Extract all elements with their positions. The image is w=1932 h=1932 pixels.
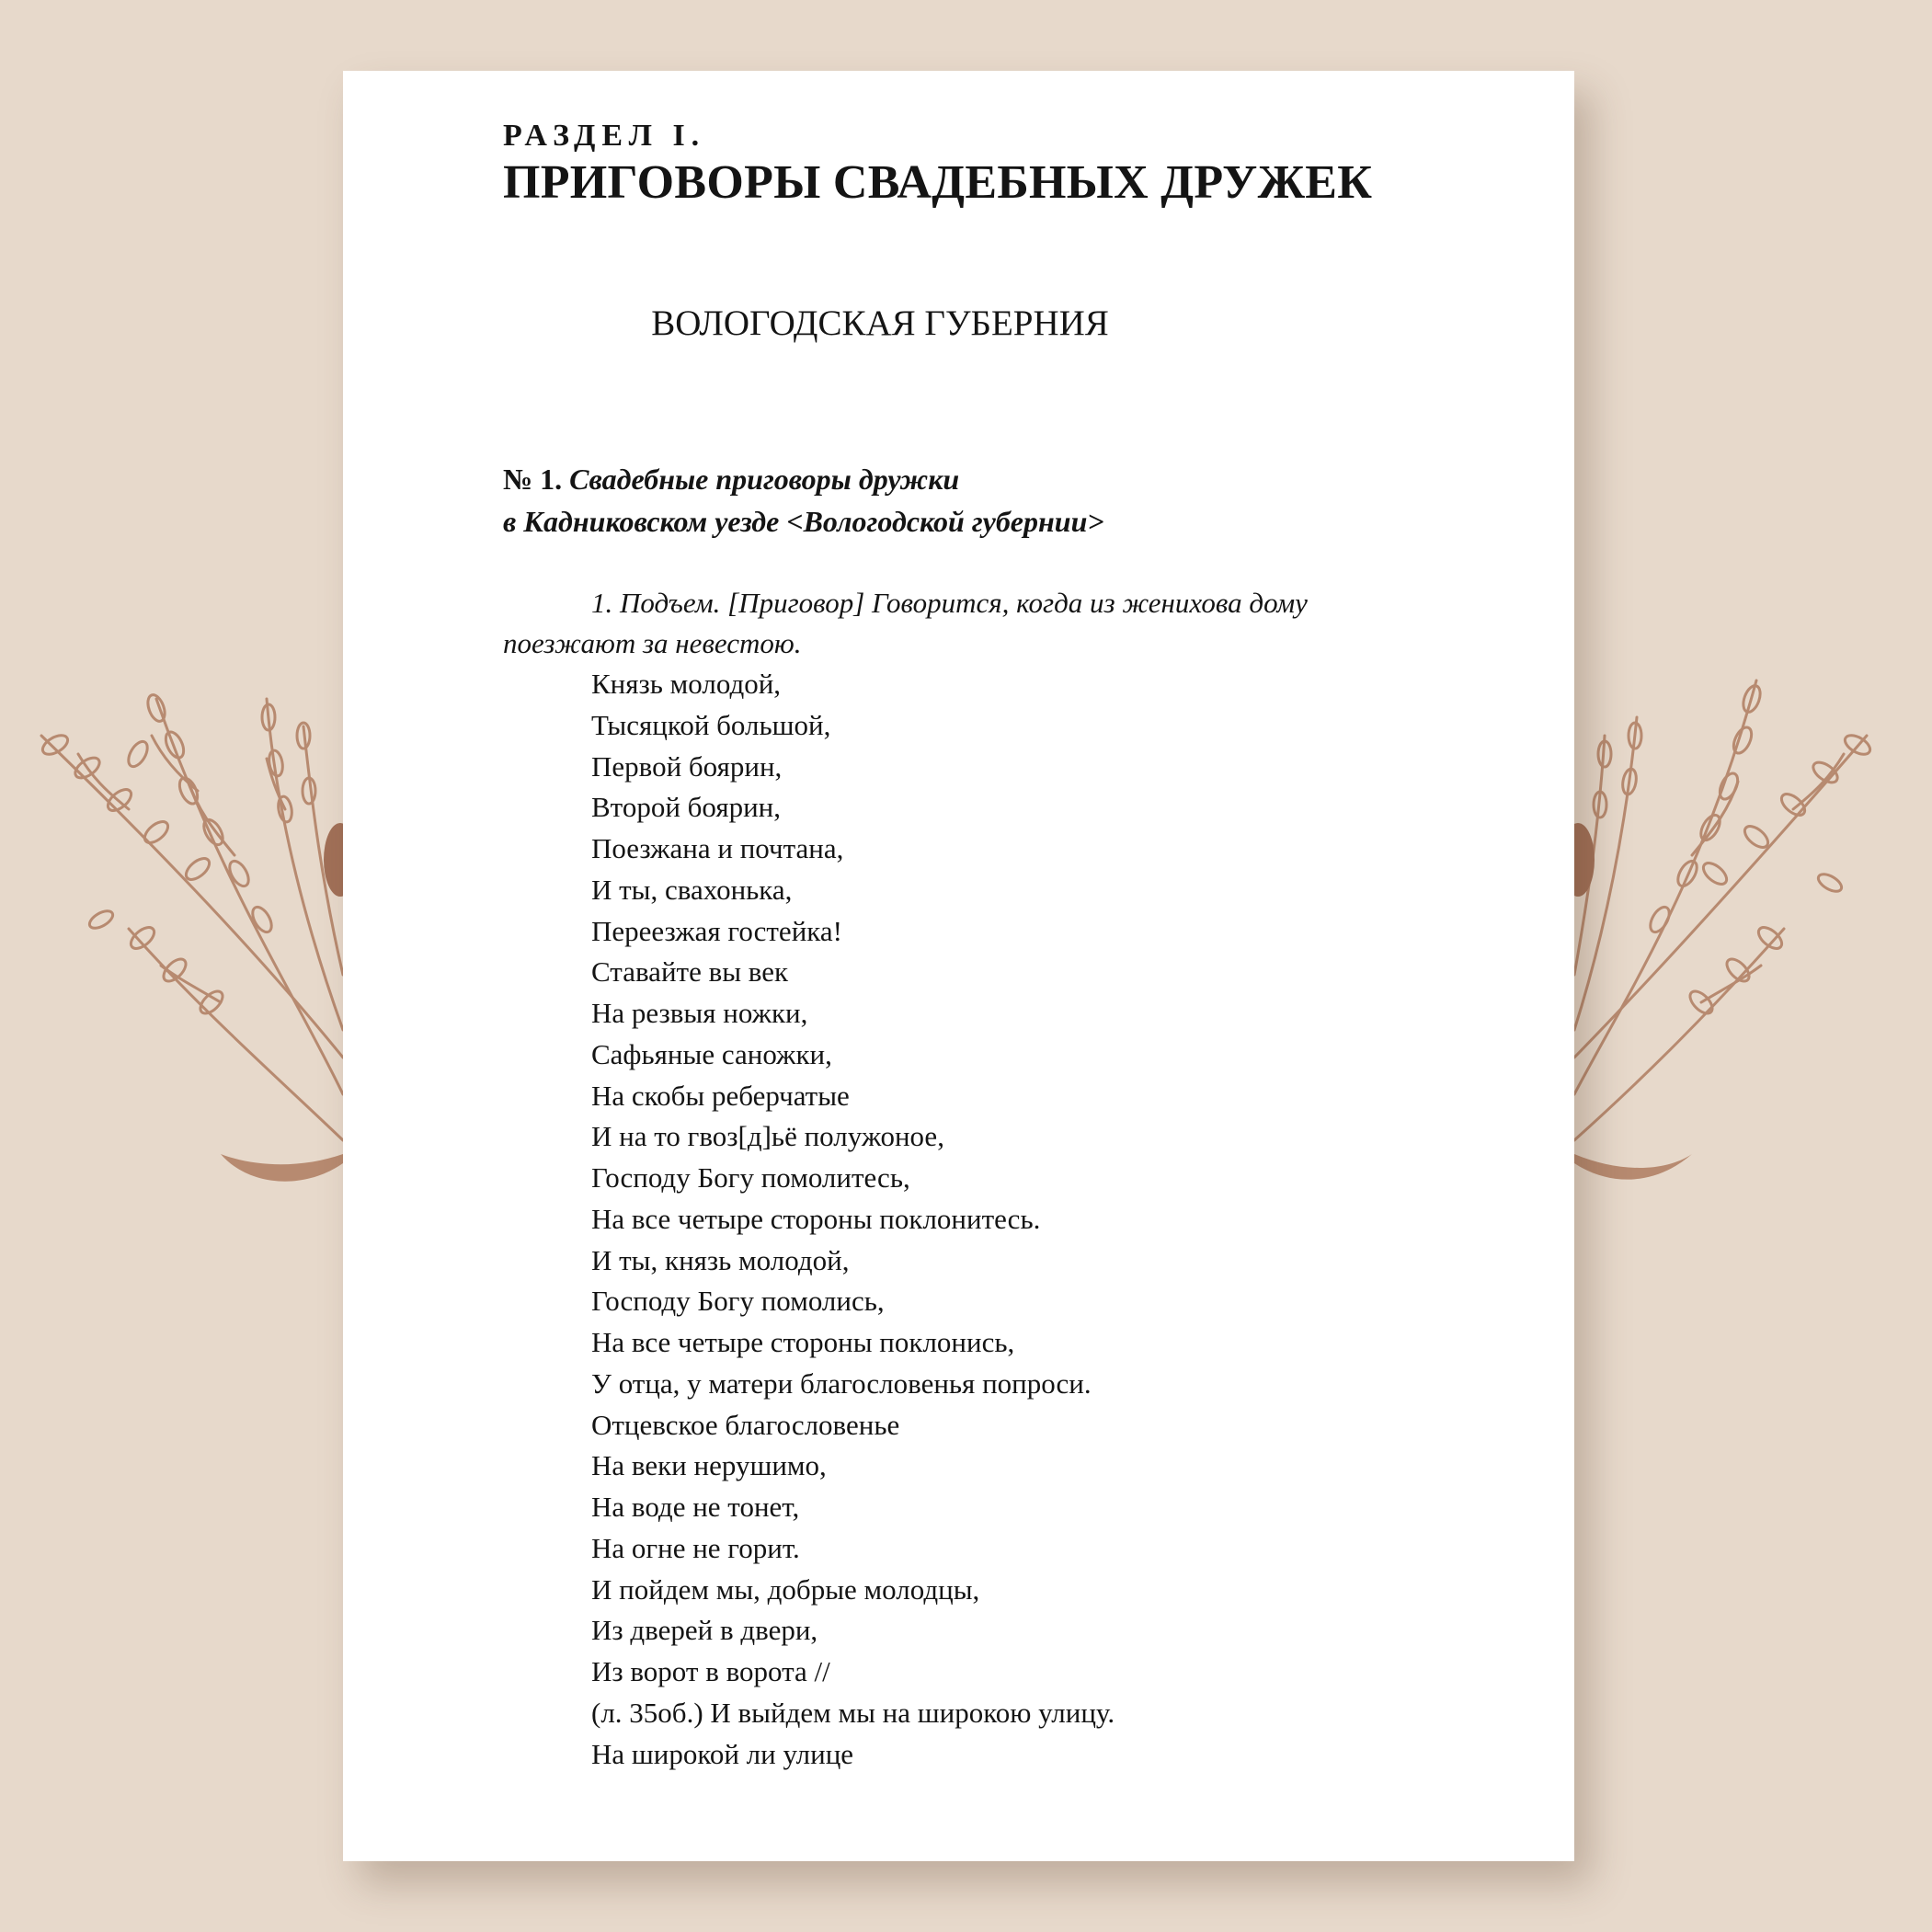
- verse-line: Переезжая гостейка!: [591, 914, 842, 947]
- verse-line: На воде не тонет,: [591, 1491, 800, 1523]
- leaf-left-icon: [221, 823, 357, 1182]
- willow-branches-left-icon: [40, 692, 343, 1140]
- verse-line: Первой боярин,: [591, 749, 783, 783]
- verse-line: На скобы реберчатые: [591, 1079, 850, 1112]
- section-label: РАЗДЕЛ I.: [503, 119, 706, 153]
- document-number: № 1.: [503, 463, 563, 496]
- verse-line: И на то гвоз[д]ьё полужоное,: [591, 1120, 944, 1153]
- willow-branches-right-icon: [1574, 680, 1873, 1140]
- verse-line: Господу Богу помолись,: [591, 1285, 885, 1318]
- verse-line: И ты, князь молодой,: [591, 1243, 850, 1276]
- verse-line: Второй боярин,: [591, 791, 782, 824]
- document-title-line-2: в Кадниковском уезде <Вологодской губернии>: [503, 505, 1104, 538]
- region-heading: ВОЛОГОДСКАЯ ГУБЕРНИЯ: [651, 303, 1109, 343]
- document-heading: [503, 458, 1104, 543]
- verse-line: (л. 35об.) И выйдем мы на широкою улицу.: [591, 1696, 1115, 1729]
- verse-line: Из ворот в ворота //: [591, 1655, 830, 1687]
- verse-line: Отцевское благословенье: [591, 1408, 900, 1441]
- verse-line: Ставайте вы век: [591, 955, 789, 989]
- verse-line: На все четыре стороны поклонись,: [591, 1326, 1015, 1358]
- verse-line: И пойдем мы, добрые молодцы,: [591, 1572, 980, 1606]
- verse-line: Князь молодой,: [591, 668, 782, 700]
- verse-line: У отца, у матери благословенья попроси.: [591, 1366, 1092, 1400]
- verse-lines: [591, 664, 1115, 1775]
- verse-line: Господу Богу помолитесь,: [591, 1161, 910, 1194]
- verse-line: На все четыре стороны поклонитесь.: [591, 1202, 1041, 1235]
- verse-line: Тысяцкой большой,: [591, 708, 831, 741]
- note-line-1: 1. Подъем. [Приговор] Говорится, когда из женихова дому: [591, 587, 1308, 619]
- book-page: [343, 71, 1574, 1861]
- document-title-line-1: Свадебные приговоры дружки: [569, 463, 960, 496]
- editorial-note: [503, 583, 1423, 664]
- verse-line: На веки нерушимо,: [591, 1449, 827, 1482]
- verse-line: И ты, свахонька,: [591, 873, 793, 906]
- verse-line: На резвыя ножки,: [591, 997, 808, 1029]
- note-line-2: поезжают за невестою.: [503, 627, 802, 659]
- verse-line: Из дверей в двери,: [591, 1614, 818, 1647]
- verse-line: На огне не горит.: [591, 1531, 800, 1564]
- verse-line: Поезжана и почтана,: [591, 832, 844, 864]
- verse-line: Сафьяные саножки,: [591, 1037, 832, 1070]
- verse-line: На широкой ли улице: [591, 1737, 854, 1770]
- section-title: ПРИГОВОРЫ СВАДЕБНЫХ ДРУЖЕК: [503, 156, 1373, 209]
